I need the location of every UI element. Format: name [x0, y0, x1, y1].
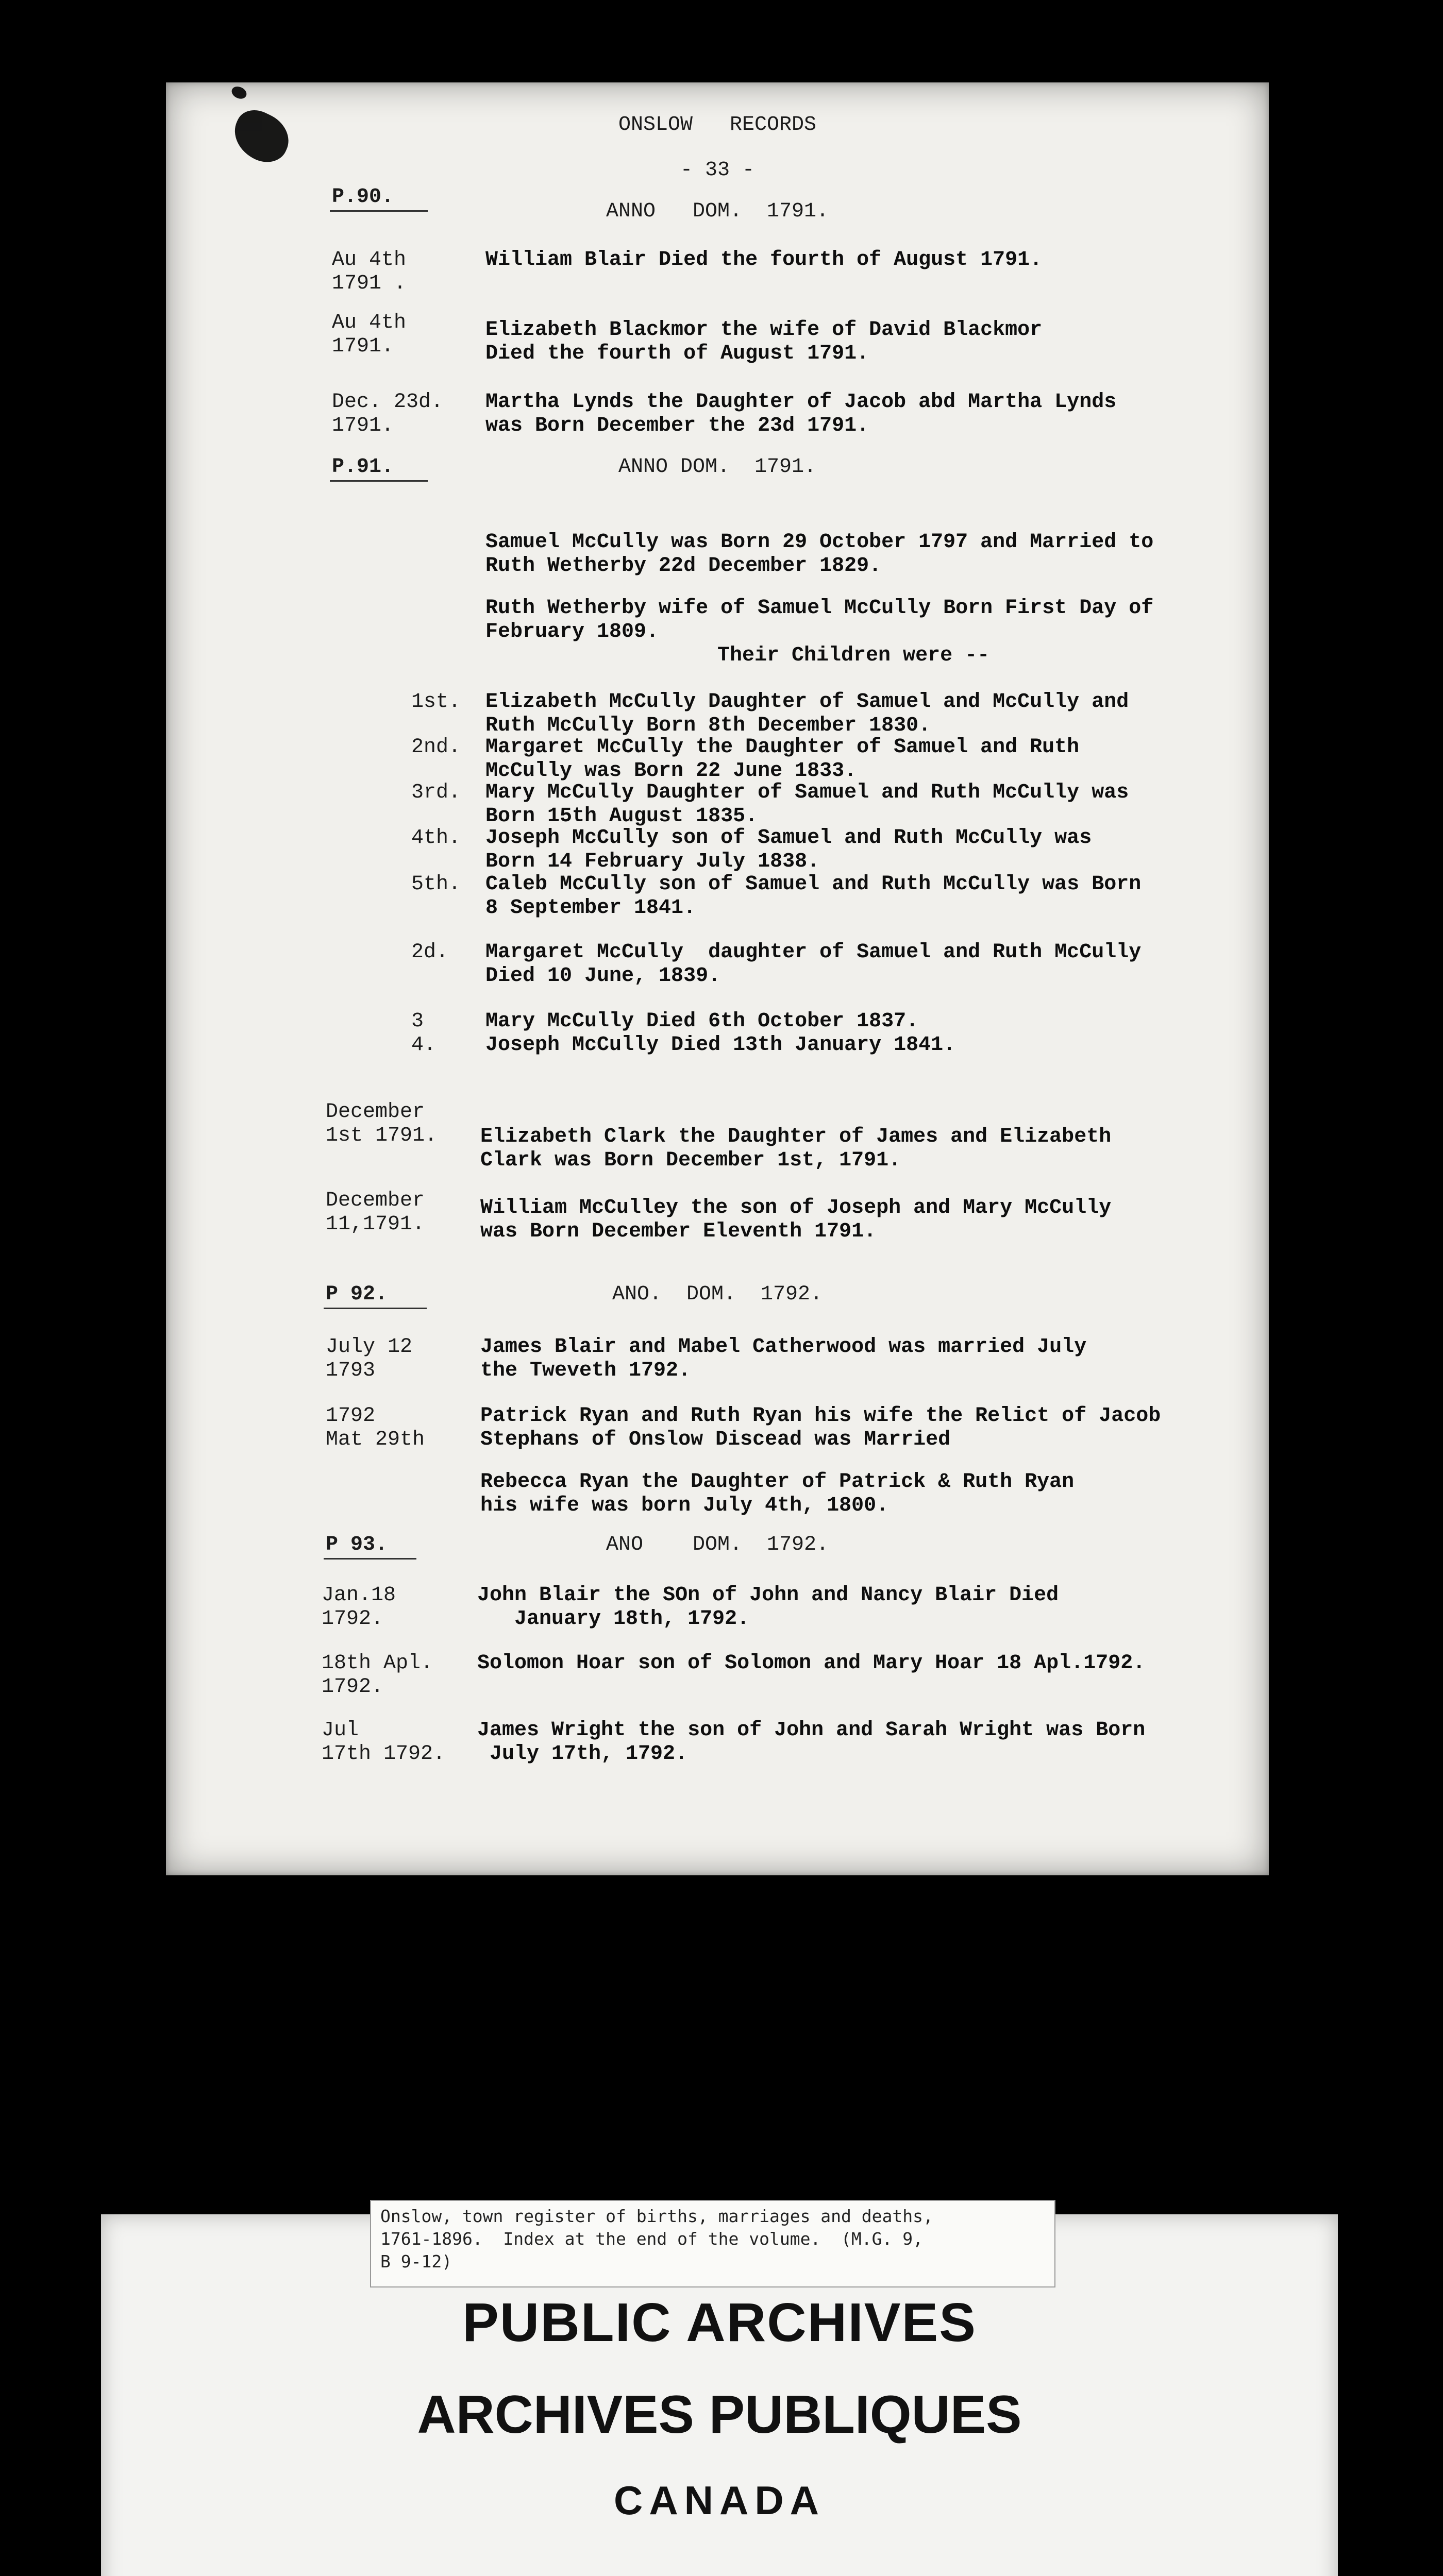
- entry-date: December: [326, 1189, 425, 1212]
- entry-date: 1791.: [332, 414, 394, 437]
- entry-text: Martha Lynds the Daughter of Jacob abd Martha Lynds: [485, 391, 1117, 414]
- entry-text: William McCulley the son of Joseph and Mary McCully: [480, 1196, 1112, 1219]
- document-page: [166, 82, 1269, 1875]
- section-ref-underline: [324, 1558, 416, 1560]
- entry-text: Stephans of Onslow Discead was Married: [480, 1428, 951, 1451]
- entry-text: Solomon Hoar son of Solomon and Mary Hoar 18 Apl.1792.: [477, 1652, 1146, 1675]
- entry-date: 1791.: [332, 335, 394, 358]
- section-title: ANO DOM. 1792.: [606, 1533, 829, 1556]
- entry-date: 1792.: [322, 1607, 384, 1631]
- archive-country: CANADA: [614, 2478, 825, 2523]
- entry-text: Clark was Born December 1st, 1791.: [480, 1149, 901, 1172]
- section-ref-underline: [330, 480, 428, 482]
- death-text: Joseph McCully Died 13th January 1841.: [485, 1033, 956, 1057]
- entry-text: was Born December the 23d 1791.: [485, 414, 869, 437]
- child-text: Margaret McCully the Daughter of Samuel and Ruth: [485, 736, 1080, 759]
- entry-date: Au 4th: [332, 311, 407, 334]
- death-number: 3: [411, 1010, 424, 1033]
- entry-text: William Blair Died the fourth of August 1791.: [485, 248, 1043, 272]
- entry-date: Dec. 23d.: [332, 391, 444, 414]
- entry-text: July 17th, 1792.: [477, 1742, 688, 1766]
- child-number: 2nd.: [411, 736, 461, 759]
- child-text: Born 14 February July 1838.: [485, 850, 820, 873]
- entry-date: 18th Apl.: [322, 1652, 433, 1675]
- entry-text: James Wright the son of John and Sarah Wright was Born: [477, 1719, 1146, 1742]
- child-number: 4th.: [411, 826, 461, 850]
- entry-date: 1791 .: [332, 272, 407, 295]
- page-number: - 33 -: [680, 159, 755, 182]
- section-title: ANNO DOM. 1791.: [618, 455, 817, 479]
- entry-text: January 18th, 1792.: [477, 1607, 750, 1631]
- entry-text: John Blair the SOn of John and Nancy Blair Died: [477, 1584, 1059, 1607]
- document-header: ONSLOW RECORDS: [618, 113, 817, 137]
- entry-date: 1st 1791.: [326, 1124, 438, 1147]
- child-text: Caleb McCully son of Samuel and Ruth McCully was Born: [485, 873, 1142, 896]
- entry-text: James Blair and Mabel Catherwood was married July: [480, 1335, 1087, 1359]
- entry-date: 11,1791.: [326, 1213, 425, 1236]
- paragraph-text: Samuel McCully was Born 29 October 1797 and Married to: [485, 531, 1154, 554]
- entry-date: Jan.18: [322, 1584, 396, 1607]
- child-number: 3rd.: [411, 781, 461, 804]
- archive-title-french: ARCHIVES PUBLIQUES: [417, 2385, 1022, 2445]
- section-ref: P 93.: [326, 1533, 388, 1556]
- death-text: Died 10 June, 1839.: [485, 964, 721, 988]
- child-text: Elizabeth McCully Daughter of Samuel and McCully and: [485, 690, 1129, 714]
- catalog-label: [370, 2200, 1055, 2287]
- entry-date: Au 4th: [332, 248, 407, 272]
- archive-title-english: PUBLIC ARCHIVES: [462, 2292, 977, 2353]
- entry-date: December: [326, 1100, 425, 1124]
- entry-text: was Born December Eleventh 1791.: [480, 1220, 877, 1243]
- death-number: 2d.: [411, 941, 449, 964]
- child-number: 5th.: [411, 873, 461, 896]
- entry-date: 1792: [326, 1404, 376, 1428]
- death-text: Margaret McCully daughter of Samuel and Ruth McCully: [485, 941, 1142, 964]
- entry-date: 1792.: [322, 1675, 384, 1699]
- entry-text: Elizabeth Clark the Daughter of James and Elizabeth: [480, 1125, 1112, 1148]
- child-number: 1st.: [411, 690, 461, 714]
- entry-text: Elizabeth Blackmor the wife of David Blackmor: [485, 318, 1043, 342]
- catalog-label-line: 1761-1896. Index at the end of the volume. (M.G. 9,: [380, 2229, 923, 2249]
- death-number: 4.: [411, 1033, 437, 1057]
- entry-text: Patrick Ryan and Ruth Ryan his wife the Relict of Jacob: [480, 1404, 1161, 1428]
- section-ref: P.90.: [332, 185, 394, 209]
- entry-text: Died the fourth of August 1791.: [485, 342, 869, 365]
- catalog-label-line: B 9-12): [380, 2251, 452, 2272]
- section-ref: P 92.: [326, 1283, 388, 1306]
- entry-text: his wife was born July 4th, 1800.: [480, 1494, 889, 1517]
- children-heading: Their Children were --: [717, 644, 990, 667]
- child-text: 8 September 1841.: [485, 896, 696, 920]
- section-ref: P.91.: [332, 455, 394, 479]
- section-title: ANO. DOM. 1792.: [612, 1283, 823, 1306]
- entry-date: 1793: [326, 1359, 376, 1382]
- entry-date: Jul: [322, 1719, 359, 1742]
- paragraph-text: Ruth Wetherby 22d December 1829.: [485, 554, 882, 578]
- entry-text: the Tweveth 1792.: [480, 1359, 691, 1382]
- entry-date: 17th 1792.: [322, 1742, 446, 1766]
- paragraph-text: February 1809.: [485, 620, 659, 643]
- archive-card: [101, 2206, 1338, 2576]
- child-text: Joseph McCully son of Samuel and Ruth McCully was: [485, 826, 1092, 850]
- death-text: Mary McCully Died 6th October 1837.: [485, 1010, 919, 1033]
- child-text: Mary McCully Daughter of Samuel and Ruth McCully was: [485, 781, 1129, 804]
- child-text: Born 15th August 1835.: [485, 805, 758, 828]
- child-text: Ruth McCully Born 8th December 1830.: [485, 714, 931, 737]
- section-ref-underline: [324, 1308, 427, 1309]
- entry-text: Rebecca Ryan the Daughter of Patrick & Ruth Ryan: [480, 1470, 1075, 1494]
- child-text: McCully was Born 22 June 1833.: [485, 759, 857, 783]
- entry-date: July 12: [326, 1335, 413, 1359]
- section-title: ANNO DOM. 1791.: [606, 200, 829, 223]
- entry-date: Mat 29th: [326, 1428, 425, 1451]
- catalog-label-line: Onslow, town register of births, marriages and deaths,: [380, 2206, 933, 2226]
- paragraph-text: Ruth Wetherby wife of Samuel McCully Born First Day of: [485, 597, 1154, 620]
